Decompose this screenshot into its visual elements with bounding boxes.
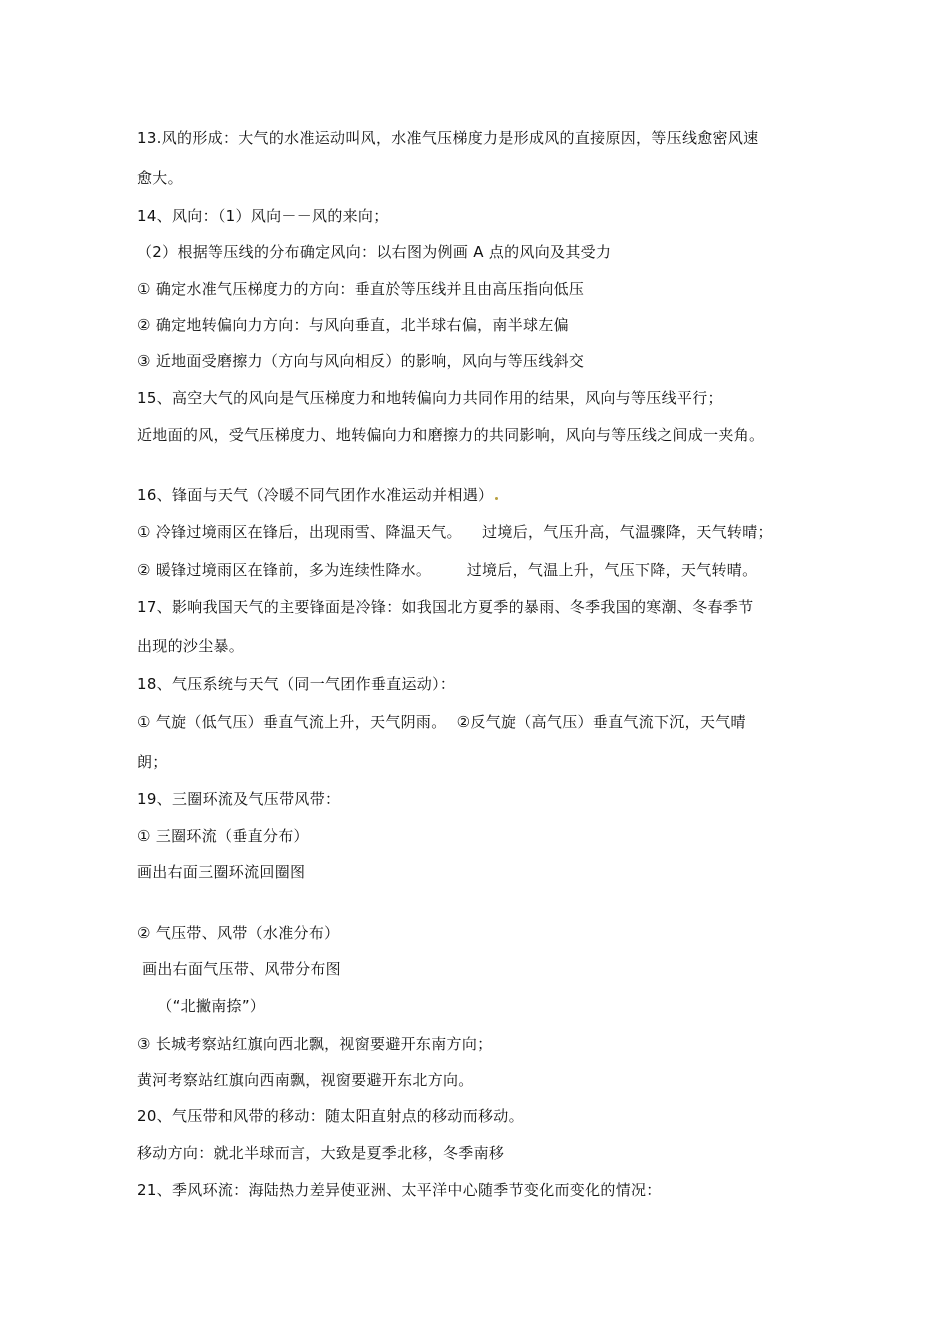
text-line-16-b: ① 冷锋过境雨区在锋后，出现雨雪、降温天气。 过境后，气压升高，气温骤降，天气转晴；: [137, 523, 773, 541]
text-line-20-b: 移动方向：就北半球而言，大致是夏季北移，冬季南移: [137, 1144, 505, 1162]
text-line-13-b: 愈大。: [137, 169, 183, 187]
text-line-16-c: ② 暖锋过境雨区在锋前，多为连续性降水。 过境后，气温上升，气压下降，天气转晴。: [137, 561, 758, 579]
text-line-14-d: ② 确定地转偏向力方向：与风向垂直，北半球右偏，南半球左偏: [137, 316, 569, 334]
text-line-18-b: ① 气旋（低气压）垂直气流上升，天气阴雨。 ②反气旋（高气压）垂直气流下沉，天气晴: [137, 713, 746, 731]
text-line-19-c: 画出右面三圈环流回圈图: [137, 863, 306, 881]
text-line-20-a: 20、气压带和风带的移动：随太阳直射点的移动而移动。: [137, 1107, 524, 1125]
text-line-19-h: 黄河考察站红旗向西南飘，视窗要避开东北方向。: [137, 1071, 474, 1089]
text-line-19-b: ① 三圈环流（垂直分布）: [137, 827, 309, 845]
text-line-19-f: （“北撇南捺”）: [137, 997, 266, 1015]
text-line-16-a: [137, 485, 500, 505]
text-line-14-c: ① 确定水准气压梯度力的方向：垂直於等压线并且由高压指向低压: [137, 280, 585, 298]
text-line-21-a: 21、季风环流：海陆热力差异使亚洲、太平洋中心随季节变化而变化的情况：: [137, 1181, 662, 1199]
text-line-16-a-text: 16、锋面与天气（冷暖不同气团作水准运动并相遇）: [137, 486, 494, 504]
text-line-17-a: 17、影响我国天气的主要锋面是冷锋：如我国北方夏季的暴雨、冬季我国的寒潮、冬春季节: [137, 598, 754, 616]
text-line-18-c: 朗；: [137, 753, 168, 771]
text-line-15-a: 15、高空大气的风向是气压梯度力和地转偏向力共同作用的结果，风向与等压线平行；: [137, 389, 723, 407]
text-line-18-a: 18、气压系统与天气（同一气团作垂直运动）：: [137, 675, 456, 693]
text-line-19-a: 19、三圈环流及气压带风带：: [137, 790, 341, 808]
text-line-14-b: （2）根据等压线的分布确定风向：以右图为例画 A 点的风向及其受力: [137, 243, 612, 261]
text-line-19-d: ② 气压带、风带（水准分布）: [137, 924, 340, 942]
text-line-14-a: 14、风向：（1）风向－－风的来向；: [137, 207, 389, 225]
stray-dot-mark: [495, 497, 498, 500]
text-line-14-e: ③ 近地面受磨擦力（方向与风向相反）的影响，风向与等压线斜交: [137, 352, 585, 370]
text-line-15-b: 近地面的风，受气压梯度力、地转偏向力和磨擦力的共同影响，风向与等压线之间成一夹角。: [137, 426, 765, 444]
text-line-13-a: 13.风的形成：大气的水准运动叫风，水准气压梯度力是形成风的直接原因，等压线愈密风速: [137, 129, 759, 147]
text-line-19-g: ③ 长城考察站红旗向西北飘，视窗要避开东南方向；: [137, 1035, 493, 1053]
text-line-17-b: 出现的沙尘暴。: [137, 637, 245, 655]
text-line-19-e: 画出右面气压带、风带分布图: [137, 960, 341, 978]
